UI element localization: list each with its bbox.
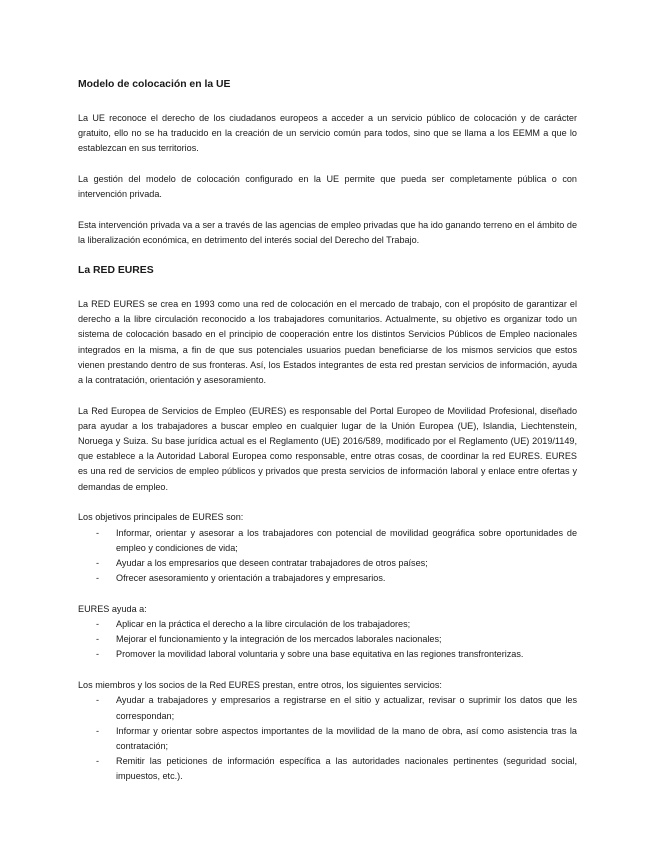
bullet-dash: - — [96, 527, 100, 538]
bullet-dash: - — [96, 756, 100, 767]
list-item: - Promover la movilidad laboral voluntaria y sobre una base equitativa en las regiones transfronterizas. — [78, 647, 577, 662]
services-lead: Los miembros y los socios de la Red EURES prestan, entre otros, los siguientes servicios: — [78, 680, 442, 691]
list-item: - Ofrecer asesoramiento y orientación a trabajadores y empresarios. — [78, 571, 577, 586]
list-item: - Ayudar a los empresarios que deseen contratar trabajadores de otros países; — [78, 556, 577, 571]
bullet-dash: - — [96, 619, 100, 630]
paragraph: La gestión del modelo de colocación configurado en la UE permite que pueda ser completamente pública o con intervención privada. — [78, 174, 577, 200]
section-title-eures: La RED EURES — [78, 264, 154, 276]
paragraph: La UE reconoce el derecho de los ciudadanos europeos a acceder a un servicio público de colocación y de carácter gratuito, ello no se ha traducido en la creación de un servicio común para todos, sino que se llama a los EEMM a que lo establezcan en sus territorios. — [78, 113, 577, 154]
list-item: - Informar y orientar sobre aspectos importantes de la movilidad de la mano de obra, así como asistencia tras la contratación; — [96, 725, 577, 751]
objectives-lead: Los objetivos principales de EURES son: — [78, 512, 244, 523]
helps-list — [78, 617, 577, 663]
list-item: - Aplicar en la práctica el derecho a la libre circulación de los trabajadores; — [78, 617, 577, 632]
paragraph: La Red Europea de Servicios de Empleo (EURES) es responsable del Portal Europeo de Movilidad Profesional, diseñado para ayudar a los trabajadores a buscar empleo en cualquier lugar de la Unión Europea (UE), Islandia, Liechtenstein, Noruega y Suiza. Su base jurídica actual es el Reglamento (UE) 2016/589, modificado por el Reglamento (UE) 2019/1149, que establece a la Autoridad Laboral Europea como responsable, entre otras cosas, de coordinar la red EURES. EURES es una red de servicios de empleo públicos y privados que presta servicios de información laboral y enlace entre ofertas y demandas de empleo. — [78, 405, 577, 492]
paragraph: La RED EURES se crea en 1993 como una red de colocación en el mercado de trabajo, con el propósito de garantizar el derecho a la libre circulación reconocido a los trabajadores comunitarios. Actualmente, su objetivo es organizar todo un sistema de colocación basado en el principio de cooperación entre los distintos Servicios Públicos de Empleo nacionales integrados en la misma, a fin de que sus potenciales usuarios puedan beneficiarse de los mismos servicios que estos vienen prestando dentro de sus fronteras. Así, los Estados integrantes de esta red prestan servicios de información, ayuda a la contratación, orientación y asesoramiento. — [78, 298, 577, 385]
bullet-dash: - — [96, 649, 100, 660]
list-item: - Ayudar a trabajadores y empresarios a registrarse en el sitio y actualizar, revisar o suprimir los datos que les correspondan; — [96, 695, 577, 721]
list-item: - Mejorar el funcionamiento y la integración de los mercados laborales nacionales; — [78, 632, 577, 647]
bullet-dash: - — [96, 725, 100, 736]
list-item: - Informar, orientar y asesorar a los trabajadores con potencial de movilidad geográfica sobre oportunidades de empleo y condiciones de vida; — [96, 527, 577, 553]
bullet-dash: - — [96, 573, 100, 584]
helps-lead: EURES ayuda a: — [78, 603, 147, 614]
section-title-colocacion: Modelo de colocación en la UE — [78, 79, 231, 90]
bullet-dash: - — [96, 557, 100, 568]
bullet-dash: - — [96, 695, 100, 706]
objectives-list — [78, 526, 577, 587]
bullet-dash: - — [96, 634, 100, 645]
list-item: - Remitir las peticiones de información específica a las autoridades nacionales pertinentes (seguridad social, impuestos, etc.). — [96, 756, 577, 782]
paragraph: Esta intervención privada va a ser a través de las agencias de empleo privadas que ha ido ganando terreno en el ámbito de la liberalización económica, en detrimento del interés social del Derecho del Trabajo. — [78, 220, 577, 246]
services-list — [78, 693, 577, 784]
